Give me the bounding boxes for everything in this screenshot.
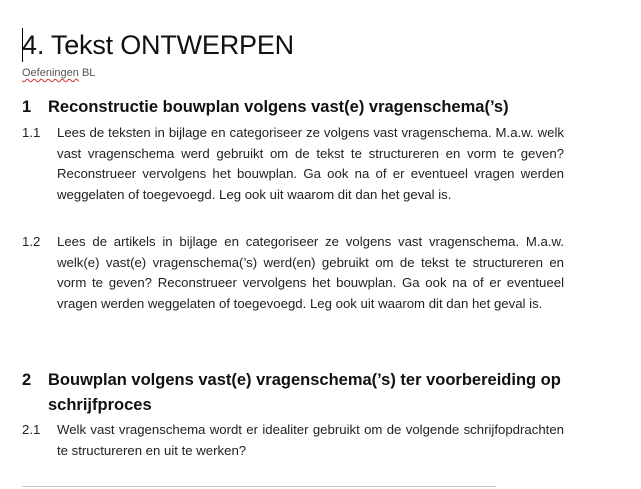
item-text: Welk vast vragenschema wordt er idealiter gebruikt om de volgende schrijfopdrachten te structureren en uit te werken?: [57, 422, 564, 458]
document-title[interactable]: 4. Tekst ONTWERPEN: [22, 30, 294, 60]
section-heading-text: Reconstructie bouwplan volgens vast(e) vragenschema(’s): [48, 98, 509, 116]
item-text: Lees de artikels in bijlage en categoriseer ze volgens vast vragenschema. M.a.w. welk(e) vast(e) vragenschema(’s) werd(en) gebruikt om de tekst te structureren en vorm te geven? Reconstrueer vervolgens het bouwplan. Ga ook na of er eventueel vragen werden weggelaten of toegevoegd. Leg ook uit waarom dit dan het geval is.: [57, 234, 564, 311]
item-number: 1.2: [22, 234, 41, 249]
subtitle-suffix: BL: [78, 67, 96, 79]
section-heading-text: Bouwplan volgens vast(e) vragenschema(’s) ter voorbereiding op schrijfproces: [48, 371, 561, 414]
item-number: 2.1: [22, 422, 41, 437]
section-number: 1: [22, 98, 32, 116]
subtitle-word-spellcheck[interactable]: Oefeningen: [22, 67, 79, 79]
item-number: 1.1: [22, 125, 41, 140]
item-text: Lees de teksten in bijlage en categoriseer ze volgens vast vragenschema. M.a.w. welk vast vragenschema werd gebruikt om de tekst te structureren en vorm te geven? Reconstrueer vervolgens het bouwplan. Ga ook na of er eventueel vragen werden weggelaten of toegevoegd. Leg ook uit waarom dit dan het geval is.: [57, 125, 564, 202]
page-divider: [22, 486, 496, 487]
section-number: 2: [22, 371, 32, 389]
document-subtitle[interactable]: [22, 66, 95, 80]
